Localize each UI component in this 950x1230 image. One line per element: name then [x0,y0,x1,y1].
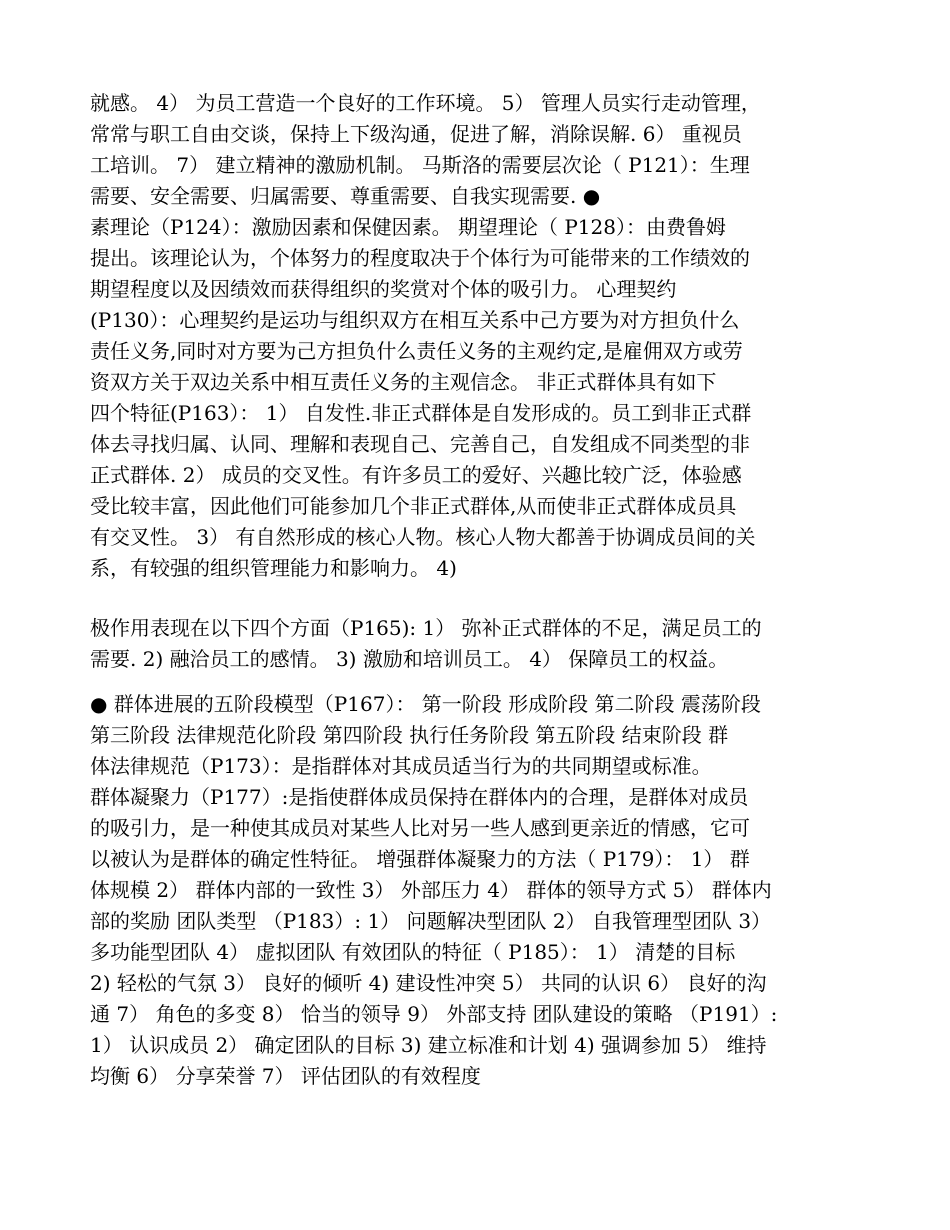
text-line: 工培训。 7） 建立精神的激励机制。 马斯洛的需要层次论（ P121）：生理 [90,153,750,177]
text-line: 的吸引力，是一种使其成员对某些人比对另一些人感到更亲近的情感，它可 [90,816,750,840]
text-line: 就感。 4） 为员工营造一个良好的工作环境。 5） 管理人员实行走动管理， [90,91,761,115]
text-line: 受比较丰富，因此他们可能参加几个非正式群体,从而使非正式群体成员具 [90,494,737,518]
text-line: 素理论（P124）：激励因素和保健因素。 期望理论（ P128）：由费鲁姆 [90,215,726,239]
text-line: 系，有较强的组织管理能力和影响力。 4) [90,556,457,580]
text-line: 提出。该理论认为，个体努力的程度取决于个体行为可能带来的工作绩效的 [90,246,750,270]
text-line: 部的奖励 团队类型 （P183）: 1） 问题解决型团队 2） 自我管理型团队 3） [90,909,772,933]
text-line: 需要、安全需要、归属需要、尊重需要、自我实现需要. ● [90,184,601,208]
text-line: 多功能型团队 4） 虚拟团队 有效团队的特征（ P185）： 1） 清楚的目标 [90,940,736,964]
text-line: 极作用表现在以下四个方面（P165): 1） 弥补正式群体的不足，满足员工的 [90,616,762,640]
text-line: 资双方关于双边关系中相互责任义务的主观信念。 非正式群体具有如下 [90,370,717,394]
text-line: 四个特征(P163）： 1） 自发性.非正式群体是自发形成的。员工到非正式群 [90,401,752,425]
text-line: 以被认为是群体的确定性特征。 增强群体凝聚力的方法（ P179）： 1） 群 [90,847,750,871]
text-line: 均衡 6） 分享荣誉 7） 评估团队的有效程度 [90,1064,481,1088]
text-line: 通 7） 角色的多变 8） 恰当的领导 9） 外部支持 团队建设的策略 （P191）: [90,1002,778,1026]
text-line: 2) 轻松的气氛 3） 良好的倾听 4) 建设性冲突 5） 共同的认识 6） 良好的沟 [90,971,767,995]
text-line: 第三阶段 法律规范化阶段 第四阶段 执行任务阶段 第五阶段 结束阶段 群 [90,723,729,747]
text-line: (P130）：心理契约是运功与组织双方在相互关系中己方要为对方担负什么 [90,308,740,332]
text-line: ● 群体进展的五阶段模型（P167）： 第一阶段 形成阶段 第二阶段 震荡阶段 [90,692,761,716]
text-line: 常常与职工自由交谈，保持上下级沟通，促进了解，消除误解. 6） 重视员 [90,122,742,146]
text-line: 需要. 2) 融洽员工的感情。 3) 激励和培训员工。 4） 保障员工的权益。 [90,647,729,671]
text-line: 有交叉性。 3） 有自然形成的核心人物。核心人物大都善于协调成员间的关 [90,525,756,549]
text-line: 体去寻找归属、认同、理解和表现自己、完善自己，自发组成不同类型的非 [90,432,750,456]
text-line: 责任义务,同时对方要为己方担负什么责任义务的主观约定,是雇佣双方或劳 [90,339,743,363]
text-line: 1） 认识成员 2） 确定团队的目标 3) 建立标准和计划 4) 强调参加 5） 维持 [90,1033,767,1057]
text-line: 期望程度以及因绩效而获得组织的奖赏对个体的吸引力。 心理契约 [90,277,677,301]
text-line: 正式群体. 2） 成员的交叉性。有许多员工的爱好、兴趣比较广泛，体验感 [90,463,742,487]
text-line: 群体凝聚力（P177）:是指使群体成员保持在群体内的合理，是群体对成员 [90,785,749,809]
text-line: 体法律规范（P173）：是指群体对其成员适当行为的共同期望或标准。 [90,754,712,778]
text-line: 体规模 2） 群体内部的一致性 3） 外部压力 4） 群体的领导方式 5） 群体内 [90,878,772,902]
